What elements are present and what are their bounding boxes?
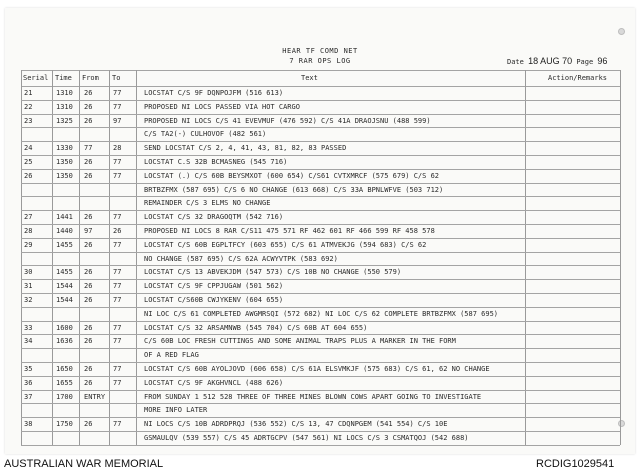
log-subtitle: 7 RAR OPS LOG [289, 57, 351, 65]
log-cell-to: 77 [113, 296, 122, 304]
log-cell-text: LOCSTAT (.) C/S 60B BEYSMXOT (600 654) C/S61 CVTXMRCF (575 679) C/S 62 [144, 171, 440, 180]
log-cell-time: 1600 [56, 323, 73, 332]
log-cell-time: 1350 [56, 171, 73, 180]
row-rule [21, 417, 620, 418]
row-rule [21, 376, 620, 377]
log-cell-to: 77 [113, 337, 122, 346]
log-cell-serial: 30 [24, 268, 33, 277]
log-cell-time: 1455 [56, 240, 73, 249]
page-label: Page [576, 58, 594, 66]
row-rule [21, 265, 620, 266]
log-cell-from: 26 [84, 158, 93, 166]
log-cell-to: 26 [113, 227, 122, 235]
log-cell-from: 26 [84, 213, 93, 222]
row-rule [21, 238, 620, 239]
log-cell-to: 77 [113, 89, 122, 97]
log-cell-serial: 23 [24, 116, 33, 125]
log-cell-serial: 36 [24, 378, 33, 387]
column-divider [136, 70, 137, 445]
log-cell-to: 77 [113, 282, 122, 291]
column-divider [52, 70, 53, 445]
log-cell-to: 77 [113, 158, 122, 166]
log-cell-from: 26 [84, 116, 93, 125]
log-cell-text: SEND LOCSTAT C/S 2, 4, 41, 43, 81, 82, 83 PASSED [144, 144, 347, 153]
row-rule [21, 293, 620, 294]
column-divider [620, 70, 621, 445]
col-text-header: Text [301, 74, 318, 82]
log-cell-serial: 28 [24, 227, 33, 235]
row-rule [21, 279, 620, 280]
log-title: HEAR TF COMD NET [282, 47, 358, 55]
column-divider [525, 70, 526, 445]
footer-record-id: RCDIG1029541 [536, 458, 615, 470]
log-cell-text: C/S TA2(-) CULHOVOF (482 561) [144, 130, 267, 139]
log-cell-time: 1441 [56, 213, 73, 222]
log-cell-from: 26 [84, 240, 93, 249]
column-divider [21, 70, 22, 445]
log-cell-time: 1310 [56, 102, 73, 111]
log-cell-from: 26 [84, 420, 93, 429]
row-rule [21, 403, 620, 404]
log-cell-to: 77 [113, 102, 122, 111]
log-cell-to: 77 [113, 365, 122, 373]
log-cell-text: LOCSTAT C.S 32B BCMASNEG (545 716) [144, 158, 288, 166]
log-cell-time: 1455 [56, 268, 73, 277]
log-cell-time: 1330 [56, 144, 73, 153]
log-cell-text: LOCSTAT C/S60B CWJYKENV (604 655) [144, 296, 284, 304]
log-cell-from: 26 [84, 89, 93, 97]
log-cell-text: PROPOSED NI LOCS PASSED VIA HOT CARGO [144, 102, 300, 111]
row-rule [21, 334, 620, 335]
log-cell-serial: 22 [24, 102, 33, 111]
col-from-header: From [82, 74, 99, 82]
log-cell-time: 1655 [56, 378, 73, 387]
log-cell-serial: 26 [24, 171, 33, 180]
log-cell-text: REMAINDER C/S 3 ELMS NO CHANGE [144, 199, 271, 208]
log-cell-from: 26 [84, 337, 93, 346]
log-cell-text: LOCSTAT C/S 60B EGPLTFCY (603 655) C/S 61 ATMVEKJG (594 683) C/S 62 [144, 240, 427, 249]
log-cell-time: 1544 [56, 282, 73, 291]
punch-hole-top [618, 28, 625, 35]
log-cell-serial: 29 [24, 240, 33, 249]
log-cell-text: FROM SUNDAY 1 512 528 THREE OF THREE MINES BLOWN COWS APART GOING TO INVESTIGATE [144, 392, 482, 401]
log-cell-to: 77 [113, 420, 122, 429]
log-cell-serial: 33 [24, 323, 33, 332]
row-rule [21, 169, 620, 170]
date-label: Date [507, 58, 524, 66]
log-cell-serial: 25 [24, 158, 33, 166]
row-rule [21, 183, 620, 184]
log-cell-to: 77 [113, 240, 122, 249]
table-top-rule [21, 70, 620, 71]
row-rule [21, 445, 620, 446]
log-cell-to: 77 [113, 323, 122, 332]
log-cell-text: LOCSTAT C/S 60B AYOLJOVD (606 658) C/S 61A ELSVMKJF (575 683) C/S 61, 62 NO CHANGE [144, 365, 490, 373]
log-cell-serial: 24 [24, 144, 33, 153]
row-rule [21, 141, 620, 142]
log-cell-time: 1325 [56, 116, 73, 125]
log-cell-from: 26 [84, 323, 93, 332]
log-cell-text: LOCSTAT C/S 9F DQNPOJFM (516 613) [144, 89, 284, 97]
date-page-block [507, 56, 607, 66]
log-cell-text: NI LOC C/S 61 COMPLETED AWGMRSQI (572 682) NI LOC C/S 62 COMPLETE BRTBZFMX (587 695) [144, 309, 499, 318]
row-rule [21, 210, 620, 211]
footer-archive-name: AUSTRALIAN WAR MEMORIAL [4, 458, 164, 470]
row-rule [21, 224, 620, 225]
log-cell-text: PROPOSED NI LOCS C/S 41 EVEVMUF (476 592) C/S 41A DRAOJSNU (488 599) [144, 116, 431, 125]
log-cell-time: 1650 [56, 365, 73, 373]
date-value: 18 AUG 70 [528, 56, 573, 66]
log-cell-from: 26 [84, 102, 93, 111]
row-rule [21, 252, 620, 253]
col-serial-header: Serial [23, 74, 49, 82]
log-cell-serial: 35 [24, 365, 33, 373]
header-bottom-rule [21, 86, 620, 87]
log-cell-text: LOCSTAT C/S 9F CPPJUGAW (501 562) [144, 282, 284, 291]
log-cell-to: 97 [113, 116, 122, 125]
row-rule [21, 307, 620, 308]
log-cell-to: 77 [113, 378, 122, 387]
log-cell-serial: 37 [24, 392, 33, 401]
row-rule [21, 196, 620, 197]
log-cell-from: 26 [84, 296, 93, 304]
log-cell-time: 1750 [56, 420, 73, 429]
column-divider [109, 70, 110, 445]
log-cell-from: 97 [84, 227, 93, 235]
log-cell-serial: 21 [24, 89, 33, 97]
log-cell-text: NI LOCS C/S 10B ADRDPRQJ (536 552) C/S 13, 47 CDQNPGEM (541 554) C/S 10E [144, 420, 448, 429]
log-cell-from: 26 [84, 282, 93, 291]
log-cell-to: 28 [113, 144, 122, 153]
log-cell-text: LOCSTAT C/S 13 ABVEKJDM (547 573) C/S 10B NO CHANGE (550 579) [144, 268, 402, 277]
log-cell-time: 1636 [56, 337, 73, 346]
log-cell-from: 26 [84, 268, 93, 277]
col-time-header: Time [55, 74, 72, 82]
col-action-header: Action/Remarks [548, 74, 608, 82]
row-rule [21, 127, 620, 128]
log-cell-text: LOCSTAT C/S 9F AKGHVNCL (488 626) [144, 378, 284, 387]
log-cell-from: 77 [84, 144, 93, 153]
log-cell-time: 1350 [56, 158, 73, 166]
log-cell-from: 26 [84, 365, 93, 373]
log-cell-from: 26 [84, 378, 93, 387]
row-rule [21, 155, 620, 156]
log-cell-serial: 27 [24, 213, 33, 222]
log-cell-time: 1440 [56, 227, 73, 235]
column-divider [79, 70, 80, 445]
col-to-header: To [112, 74, 121, 82]
log-cell-text: OF A RED FLAG [144, 351, 199, 360]
log-cell-time: 1700 [56, 392, 73, 401]
log-cell-time: 1310 [56, 89, 73, 97]
log-cell-time: 1544 [56, 296, 73, 304]
log-cell-to: 77 [113, 171, 122, 180]
row-rule [21, 362, 620, 363]
log-cell-text: NO CHANGE (587 695) C/S 62A ACWYVTPK (583 692) [144, 254, 338, 263]
log-cell-from: ENTRY [84, 392, 106, 401]
log-cell-text: LOCSTAT C/S 32 DRAGOQTM (542 716) [144, 213, 284, 222]
row-rule [21, 348, 620, 349]
row-rule [21, 431, 620, 432]
log-cell-text: LOCSTAT C/S 32 ARSAMNWB (545 704) C/S 60B AT 604 655) [144, 323, 368, 332]
row-rule [21, 390, 620, 391]
log-cell-to: 77 [113, 268, 122, 277]
log-cell-text: GSMAULQV (539 557) C/S 45 ADRTGCPV (547 561) NI LOCS C/S 3 CSMATQOJ (542 688) [144, 434, 469, 442]
row-rule [21, 100, 620, 101]
log-cell-text: C/S 60B LOC FRESH CUTTINGS AND SOME ANIMAL TRAPS PLUS A MARKER IN THE FORM [144, 337, 456, 346]
row-rule [21, 321, 620, 322]
log-cell-from: 26 [84, 171, 93, 180]
log-cell-to: 77 [113, 213, 122, 222]
row-rule [21, 114, 620, 115]
page-value: 96 [597, 56, 608, 66]
log-cell-serial: 31 [24, 282, 33, 291]
log-cell-serial: 38 [24, 420, 33, 429]
log-cell-text: MORE INFO LATER [144, 406, 208, 415]
log-cell-serial: 32 [24, 296, 33, 304]
log-cell-text: PROPOSED NI LOCS 8 RAR C/S11 475 571 RF 462 601 RF 466 599 RF 458 578 [144, 227, 435, 235]
log-cell-text: BRTBZFMX (587 695) C/S 6 NO CHANGE (613 668) C/S 33A BPNLWFVE (503 712) [144, 185, 444, 194]
log-cell-serial: 34 [24, 337, 33, 346]
